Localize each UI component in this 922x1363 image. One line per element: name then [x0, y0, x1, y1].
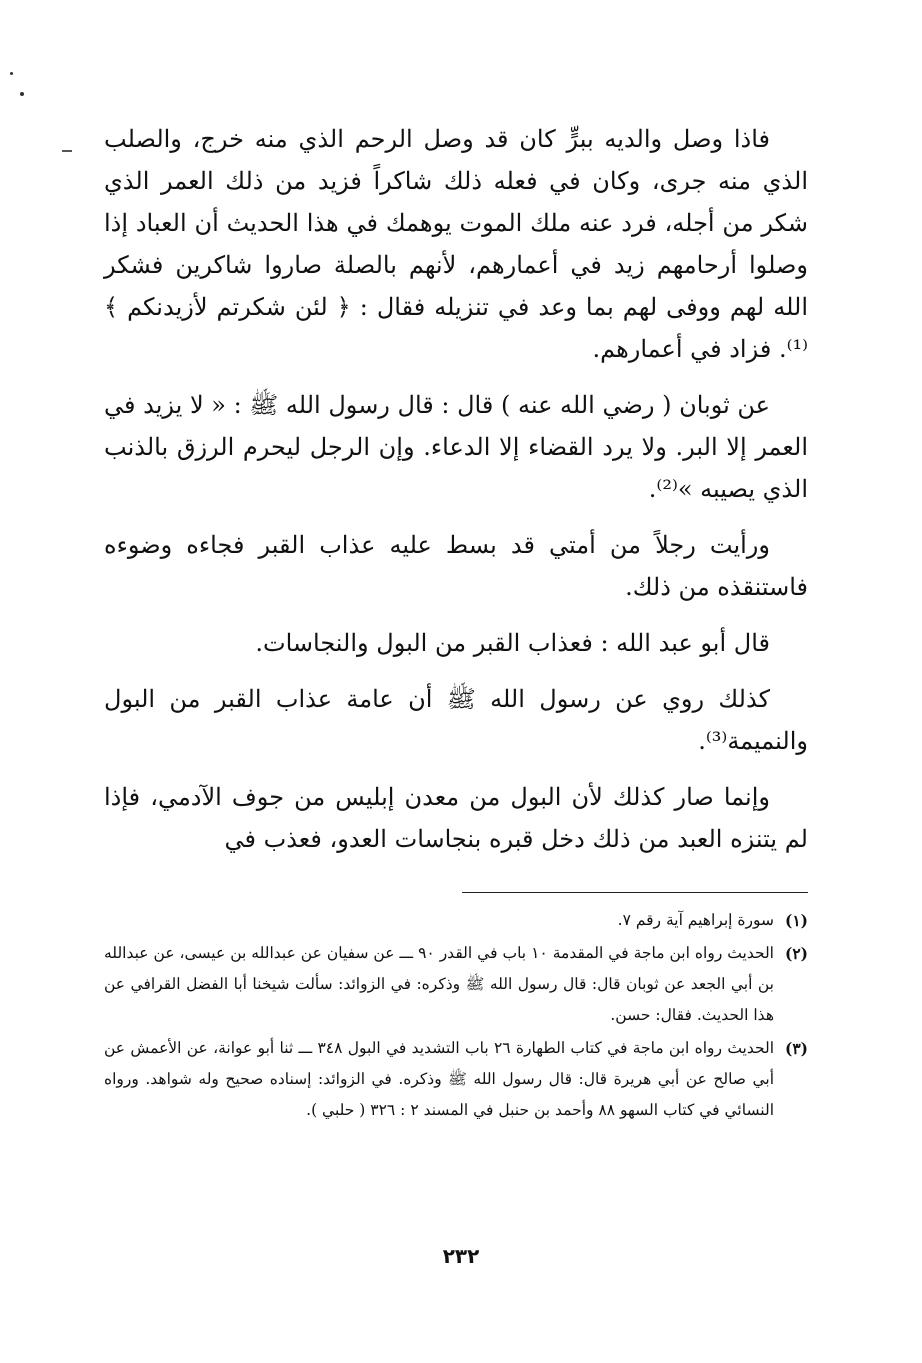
page-number: ٢٣٢: [442, 1244, 480, 1268]
footnote-number: (٣): [784, 1039, 808, 1058]
main-text: [104, 118, 808, 860]
footnote-number: (١): [784, 911, 808, 930]
paragraph-5: كذلك روي عن رسول الله ﷺ أن عامة عذاب القبر من البول والنميمة⁽³⁾.: [104, 685, 808, 755]
footnotes: [104, 905, 808, 1126]
paragraph-2: عن ثوبان ( رضي الله عنه ) قال : قال رسول الله ﷺ : « لا يزيد في العمر إلا البر. ولا يرد القضاء إلا الدعاء. وإن الرجل ليحرم الرزق بالذنب الذي يصيبه »⁽²⁾.: [104, 391, 808, 503]
scan-speck: [20, 92, 24, 96]
footnote-1: [104, 905, 808, 936]
footnote-text: الحديث رواه ابن ماجة في المقدمة ١٠ باب في القدر ٩٠ ـــ عن سفيان عن عبدالله بن عيسى، عن عبدالله بن أبي الجعد عن ثوبان قال: قال رسول الله ﷺ وذكره: في الزوائد: سألت شيخنا أبا الفضل القرافي عن هذا الحديث. فقال: حسن.: [104, 944, 774, 1024]
footnote-text: سورة إبراهيم آية رقم ٧.: [617, 911, 774, 929]
paragraph-6: وإنما صار كذلك لأن البول من معدن إبليس من جوف الآدمي، فإذا لم يتنزه العبد من ذلك دخل قبره بنجاسات العدو، فعذب في: [104, 783, 808, 853]
paragraph-1: فاذا وصل والديه ببرٍّ كان قد وصل الرحم الذي منه خرج، والصلب الذي منه جرى، وكان في فعله ذلك شاكراً فزيد من ذلك العمر الذي شكر من أجله، فرد عنه ملك الموت يوهمك في هذا الحديث أن العباد إذا وصلوا أرحامهم زيد في أعمارهم، لأنهم بالصلة صاروا شاكرين فشكر الله لهم ووفى لهم بما وعد في تنزيله فقال : ﴿ لئن شكرتم لأزيدنكم ﴾⁽¹⁾. فزاد في أعمارهم.: [104, 125, 808, 363]
scan-dash: [62, 150, 72, 152]
footnote-2: [104, 938, 808, 1031]
paragraph-4: قال أبو عبد الله : فعذاب القبر من البول والنجاسات.: [255, 629, 770, 657]
book-page: [104, 118, 808, 1128]
footnote-text: الحديث رواه ابن ماجة في كتاب الطهارة ٢٦ باب التشديد في البول ٣٤٨ ـــ ثنا أبو عوانة، عن الأعمش عن أبي صالح عن أبي هريرة قال: قال رسول الله ﷺ وذكره. في الزوائد: إسناده صحيح وله شواهد. ورواه النسائي في كتاب السهو ٨٨ وأحمد بن حنبل في المسند ٢ : ٣٢٦ ( حلبي ).: [104, 1039, 775, 1119]
paragraph-3: ورأيت رجلاً من أمتي قد بسط عليه عذاب القبر فجاءه وضوءه فاستنقذه من ذلك.: [104, 531, 808, 601]
footnote-3: [104, 1033, 808, 1126]
footnote-number: (٢): [784, 944, 808, 963]
footnote-divider: [462, 892, 808, 893]
scan-speck: [10, 72, 13, 75]
